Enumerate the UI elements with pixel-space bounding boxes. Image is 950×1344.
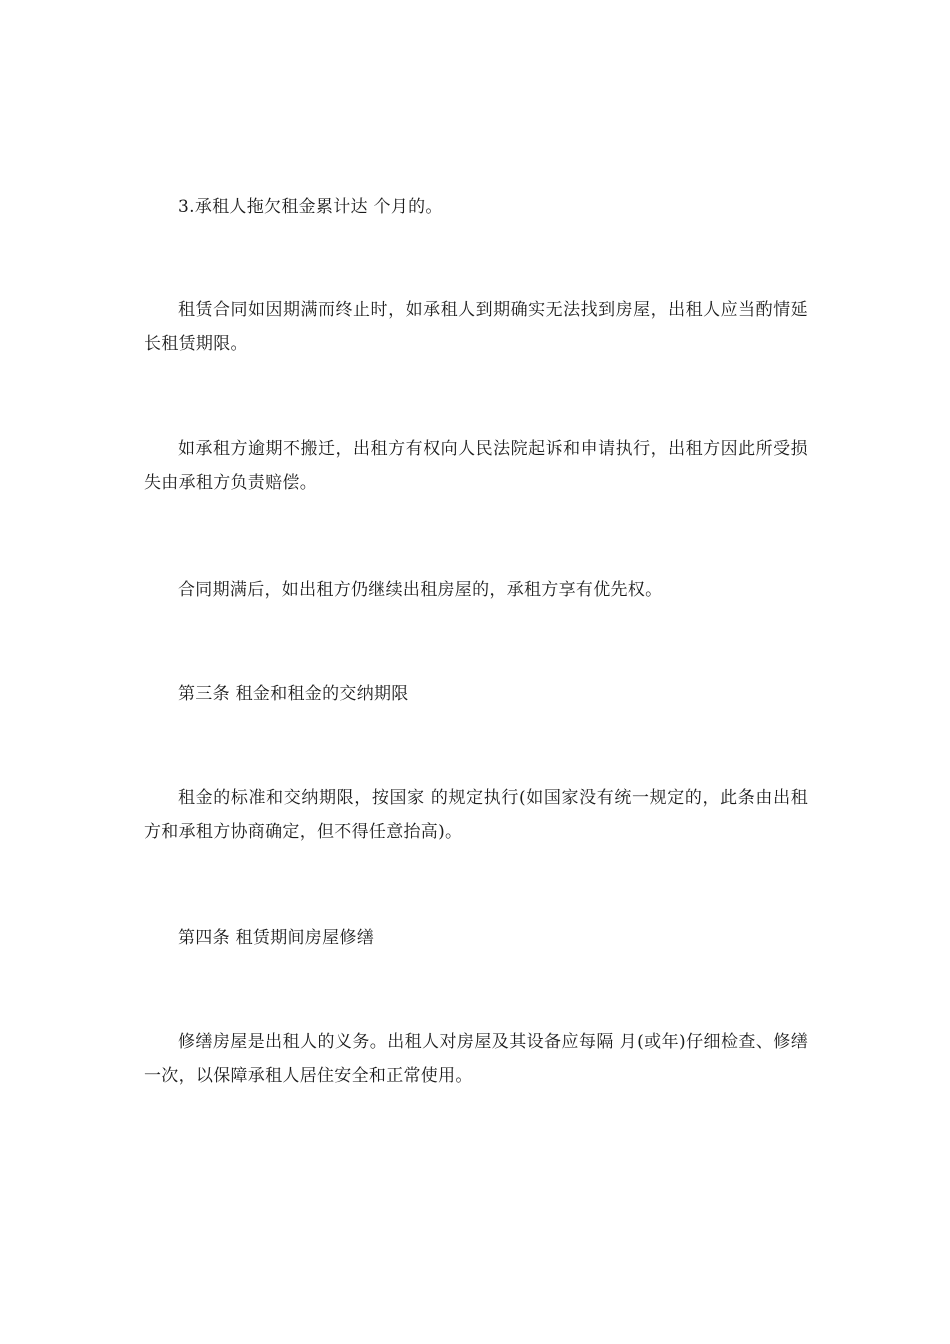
paragraph-clause-3: 3.承租人拖欠租金累计达 个月的。 (178, 197, 443, 217)
paragraph-lease-extension: 租赁合同如因期满而终止时，如承租人到期确实无法找到房屋，出租人应当酌情延长租赁期限。 (144, 300, 808, 354)
heading-article-3: 第三条 租金和租金的交纳期限 (178, 684, 409, 704)
paragraph-repair-obligation: 修缮房屋是出租人的义务。出租人对房屋及其设备应每隔 月(或年)仔细检查、修缮一次，以保障承租人居住安全和正常使用。 (144, 1032, 808, 1086)
paragraph-priority-right: 合同期满后，如出租方仍继续出租房屋的，承租方享有优先权。 (178, 580, 663, 600)
paragraph-overdue-relocation: 如承租方逾期不搬迁，出租方有权向人民法院起诉和申请执行，出租方因此所受损失由承租方负责赔偿。 (144, 439, 808, 493)
heading-article-4: 第四条 租赁期间房屋修缮 (178, 928, 375, 948)
paragraph-rent-standard: 租金的标准和交纳期限，按国家 的规定执行(如国家没有统一规定的，此条由出租方和承租方协商确定，但不得任意抬高)。 (144, 788, 808, 842)
